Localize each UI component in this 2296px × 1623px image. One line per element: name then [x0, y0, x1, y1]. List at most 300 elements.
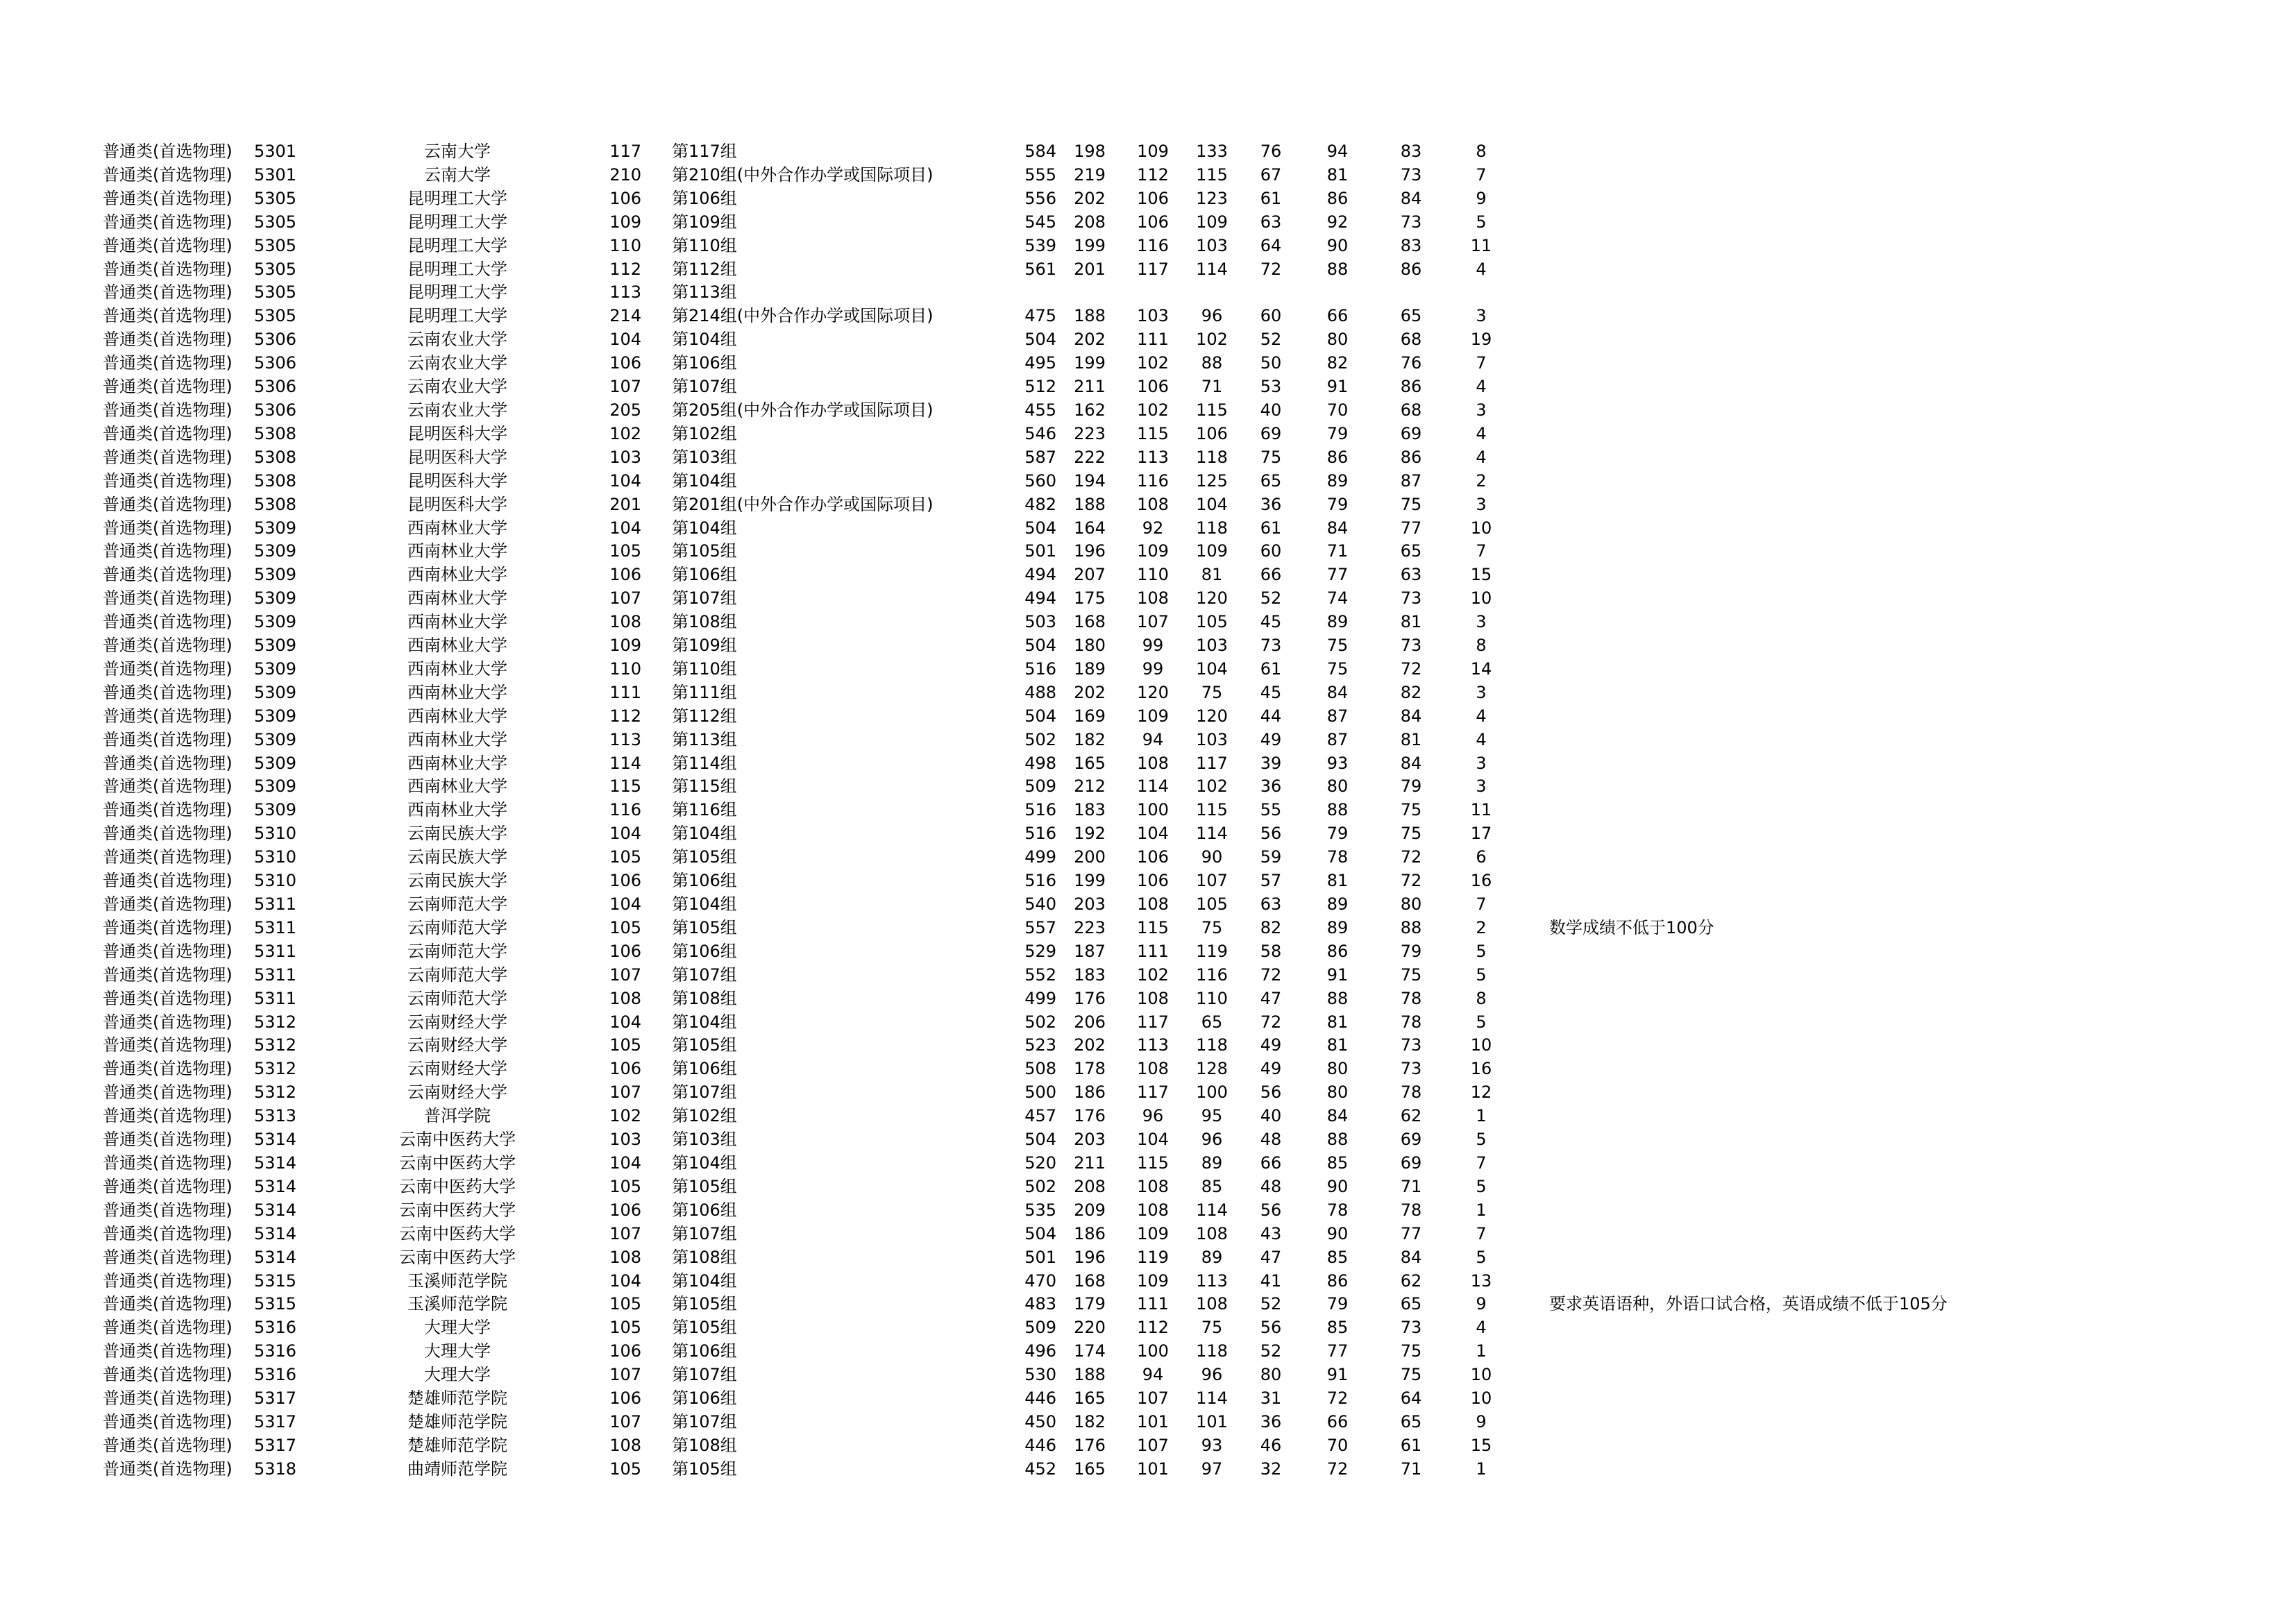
score-6-cell: 82: [1326, 353, 1349, 373]
score-4-cell: 114: [1196, 1388, 1228, 1409]
remark-cell: [1514, 235, 1980, 258]
score-3-cell: 114: [1137, 776, 1169, 797]
score-4-cell: 89: [1201, 1247, 1223, 1267]
group-name-cell: 第104组: [672, 1271, 737, 1291]
table-row: [103, 917, 1980, 940]
school-code-cell: 5317: [254, 1411, 297, 1431]
score-6-cell: 81: [1326, 1012, 1349, 1032]
score-7-cell: 81: [1400, 612, 1422, 632]
score-2-cell: 203: [1074, 894, 1106, 914]
score-3-cell: 116: [1137, 235, 1169, 255]
rank-count-cell: 10: [1470, 1365, 1492, 1385]
remark-cell: [1514, 1175, 1980, 1199]
score-3-cell: 115: [1137, 423, 1169, 443]
score-5-cell: 69: [1260, 423, 1282, 443]
table-row: [103, 375, 1980, 399]
score-4-cell: 103: [1196, 636, 1228, 656]
score-6-cell: 86: [1326, 941, 1349, 961]
score-3-cell: 101: [1137, 1411, 1169, 1431]
score-4-cell: 110: [1196, 988, 1228, 1008]
score-2-cell: 202: [1074, 1035, 1106, 1055]
total-score-cell: 529: [1024, 941, 1056, 961]
school-code-cell: 5310: [254, 824, 297, 844]
group-code-cell: 103: [609, 1130, 641, 1150]
group-code-cell: 105: [609, 1459, 641, 1479]
school-name-cell: 玉溪师范学院: [407, 1271, 507, 1291]
score-3-cell: 109: [1137, 706, 1169, 726]
score-6-cell: 75: [1326, 658, 1349, 679]
score-7-cell: 69: [1400, 423, 1422, 443]
score-5-cell: 40: [1260, 400, 1282, 420]
score-2-cell: 176: [1074, 988, 1106, 1008]
score-2-cell: 208: [1074, 1176, 1106, 1196]
rank-count-cell: 13: [1470, 1271, 1492, 1291]
group-code-cell: 106: [609, 1200, 641, 1220]
group-name-cell: 第105组: [672, 1459, 737, 1479]
score-6-cell: 74: [1326, 588, 1349, 609]
school-code-cell: 5316: [254, 1318, 297, 1338]
group-name-cell: 第210组(中外合作办学或国际项目): [672, 164, 934, 185]
group-code-cell: 105: [609, 1318, 641, 1338]
score-7-cell: 73: [1400, 636, 1422, 656]
group-name-cell: 第103组: [672, 1130, 737, 1150]
category-cell: 普通类(首选物理): [103, 753, 233, 773]
school-code-cell: 5309: [254, 612, 297, 632]
score-2-cell: 175: [1074, 588, 1106, 609]
total-score-cell: 555: [1024, 164, 1056, 185]
score-2-cell: 208: [1074, 212, 1106, 232]
score-3-cell: 101: [1137, 1459, 1169, 1479]
score-6-cell: 85: [1326, 1318, 1349, 1338]
total-score-cell: 557: [1024, 917, 1056, 937]
rank-count-cell: 5: [1476, 965, 1487, 985]
school-code-cell: 5308: [254, 470, 297, 491]
table-row: [103, 846, 1980, 869]
group-code-cell: 108: [609, 988, 641, 1008]
score-5-cell: 52: [1260, 1341, 1282, 1361]
group-name-cell: 第109组: [672, 636, 737, 656]
rank-count-cell: 1: [1476, 1106, 1487, 1126]
score-5-cell: 76: [1260, 142, 1282, 161]
group-name-cell: 第110组: [672, 658, 737, 679]
category-cell: 普通类(首选物理): [103, 1106, 233, 1126]
table-row: [103, 964, 1980, 987]
score-6-cell: 72: [1326, 1459, 1349, 1479]
group-code-cell: 113: [609, 729, 641, 749]
rank-count-cell: 7: [1476, 164, 1487, 185]
score-5-cell: 31: [1260, 1388, 1282, 1409]
table-row: [103, 634, 1980, 658]
rank-count-cell: 2: [1476, 470, 1487, 491]
school-name-cell: 云南财经大学: [407, 1012, 507, 1032]
score-7-cell: 78: [1400, 1012, 1422, 1032]
rank-count-cell: 5: [1476, 1130, 1487, 1150]
total-score-cell: 482: [1024, 494, 1056, 514]
table-row: [103, 493, 1980, 517]
school-code-cell: 5305: [254, 259, 297, 279]
group-code-cell: 107: [609, 1082, 641, 1103]
category-cell: 普通类(首选物理): [103, 1318, 233, 1338]
school-name-cell: 西南林业大学: [407, 565, 507, 585]
score-2-cell: 194: [1074, 470, 1106, 491]
score-3-cell: 102: [1137, 400, 1169, 420]
score-7-cell: 64: [1400, 1388, 1422, 1409]
school-code-cell: 5309: [254, 588, 297, 609]
group-name-cell: 第106组: [672, 353, 737, 373]
remark-cell: [1514, 634, 1980, 658]
score-3-cell: 111: [1137, 1294, 1169, 1314]
score-7-cell: 79: [1400, 776, 1422, 797]
remark-cell: [1514, 611, 1980, 634]
score-5-cell: 52: [1260, 588, 1282, 609]
score-3-cell: 116: [1137, 470, 1169, 491]
remark-cell: [1514, 1057, 1980, 1081]
score-4-cell: 128: [1196, 1059, 1228, 1079]
score-5-cell: 66: [1260, 1153, 1282, 1173]
score-5-cell: 63: [1260, 212, 1282, 232]
rank-count-cell: 12: [1470, 1082, 1492, 1103]
rank-count-cell: 16: [1470, 871, 1492, 891]
school-name-cell: 昆明医科大学: [407, 470, 507, 491]
school-name-cell: 西南林业大学: [407, 636, 507, 656]
remark-cell: [1514, 893, 1980, 917]
remark-cell: [1514, 964, 1980, 987]
group-code-cell: 102: [609, 423, 641, 443]
total-score-cell: [987, 281, 1056, 305]
score-4-cell: 100: [1196, 1082, 1228, 1103]
school-code-cell: 5306: [254, 330, 297, 350]
school-name-cell: 云南大学: [424, 142, 491, 161]
school-name-cell: 昆明理工大学: [407, 306, 507, 326]
score-7-cell: 73: [1400, 588, 1422, 609]
score-4-cell: 109: [1196, 212, 1228, 232]
rank-count-cell: 4: [1476, 423, 1487, 443]
category-cell: 普通类(首选物理): [103, 1271, 233, 1291]
score-5-cell: 53: [1260, 377, 1282, 397]
score-4-cell: 108: [1196, 1223, 1228, 1243]
school-code-cell: 5309: [254, 565, 297, 585]
rank-count-cell: 2: [1476, 917, 1487, 937]
table-row: [103, 399, 1980, 423]
school-code-cell: 5309: [254, 776, 297, 797]
total-score-cell: 488: [1024, 682, 1056, 702]
score-3-cell: 103: [1137, 306, 1169, 326]
score-4-cell: 120: [1196, 588, 1228, 609]
score-5-cell: 56: [1260, 824, 1282, 844]
score-7-cell: 72: [1400, 847, 1422, 867]
group-code-cell: 113: [609, 282, 641, 303]
group-name-cell: 第104组: [672, 330, 737, 350]
total-score-cell: 483: [1024, 1294, 1056, 1314]
score-4-cell: 102: [1196, 776, 1228, 797]
score-4-cell: 115: [1196, 800, 1228, 820]
score-6-cell: 84: [1326, 518, 1349, 538]
score-5-cell: 75: [1260, 447, 1282, 467]
score-2-cell: 207: [1074, 565, 1106, 585]
score-7-cell: 72: [1400, 871, 1422, 891]
score-7-cell: 75: [1400, 800, 1422, 820]
group-name-cell: 第105组: [672, 1035, 737, 1055]
group-name-cell: 第107组: [672, 965, 737, 985]
score-5-cell: 61: [1260, 518, 1282, 538]
score-6-cell: 77: [1326, 1341, 1349, 1361]
category-cell: 普通类(首选物理): [103, 259, 233, 279]
score-3-cell: 112: [1137, 164, 1169, 185]
score-2-cell: 164: [1074, 518, 1106, 538]
score-2-cell: 223: [1074, 423, 1106, 443]
category-cell: 普通类(首选物理): [103, 400, 233, 420]
score-2-cell: 219: [1074, 164, 1106, 185]
school-code-cell: 5311: [254, 917, 297, 937]
score-4-cell: 115: [1196, 164, 1228, 185]
rank-count-cell: 4: [1476, 706, 1487, 726]
school-name-cell: 云南师范大学: [407, 988, 507, 1008]
total-score-cell: 530: [1024, 1365, 1056, 1385]
score-2-cell: [1056, 281, 1123, 305]
group-code-cell: 117: [609, 142, 641, 161]
category-cell: 普通类(首选物理): [103, 353, 233, 373]
group-code-cell: 105: [609, 1294, 641, 1314]
school-name-cell: 西南林业大学: [407, 518, 507, 538]
category-cell: 普通类(首选物理): [103, 588, 233, 609]
score-6-cell: 84: [1326, 682, 1349, 702]
score-3-cell: 117: [1137, 1082, 1169, 1103]
score-2-cell: 192: [1074, 824, 1106, 844]
remark-cell: 数学成绩不低于100分: [1549, 917, 1714, 937]
group-code-cell: 214: [609, 306, 641, 326]
school-name-cell: 云南财经大学: [407, 1059, 507, 1079]
rank-count-cell: 11: [1470, 800, 1492, 820]
score-2-cell: 199: [1074, 235, 1106, 255]
rank-count-cell: 9: [1476, 188, 1487, 208]
table-row: [103, 187, 1980, 211]
score-7-cell: 84: [1400, 706, 1422, 726]
table-body: [103, 140, 1980, 1481]
group-code-cell: 104: [609, 1153, 641, 1173]
remark-cell: [1514, 729, 1980, 752]
table-row: [103, 328, 1980, 352]
total-score-cell: 500: [1024, 1082, 1056, 1103]
total-score-cell: 504: [1024, 706, 1056, 726]
score-4-cell: 81: [1201, 565, 1223, 585]
score-7-cell: 83: [1400, 142, 1422, 161]
score-6-cell: 70: [1326, 400, 1349, 420]
score-7-cell: 87: [1400, 470, 1422, 491]
score-2-cell: 165: [1074, 753, 1106, 773]
table-row: [103, 799, 1980, 822]
score-6-cell: 91: [1326, 965, 1349, 985]
group-code-cell: 107: [609, 1411, 641, 1431]
score-2-cell: 188: [1074, 306, 1106, 326]
group-name-cell: 第106组: [672, 1200, 737, 1220]
school-code-cell: 5301: [254, 164, 297, 185]
score-4-cell: 104: [1196, 658, 1228, 679]
score-3-cell: 115: [1137, 917, 1169, 937]
score-4-cell: 114: [1196, 259, 1228, 279]
score-2-cell: 169: [1074, 706, 1106, 726]
table-row: [103, 211, 1980, 235]
school-name-cell: 曲靖师范学院: [407, 1459, 507, 1479]
group-code-cell: 105: [609, 917, 641, 937]
score-2-cell: 198: [1074, 142, 1106, 161]
remark-cell: [1514, 517, 1980, 541]
group-code-cell: 116: [609, 800, 641, 820]
category-cell: 普通类(首选物理): [103, 188, 233, 208]
total-score-cell: 504: [1024, 1223, 1056, 1243]
group-code-cell: 109: [609, 636, 641, 656]
score-7-cell: 73: [1400, 164, 1422, 185]
score-3-cell: 92: [1142, 518, 1164, 538]
group-code-cell: 105: [609, 847, 641, 867]
score-6-cell: 91: [1326, 377, 1349, 397]
category-cell: 普通类(首选物理): [103, 212, 233, 232]
score-2-cell: 186: [1074, 1223, 1106, 1243]
total-score-cell: 523: [1024, 1035, 1056, 1055]
group-code-cell: 105: [609, 1035, 641, 1055]
table-row: [103, 587, 1980, 611]
group-code-cell: 104: [609, 824, 641, 844]
table-row: [103, 1316, 1980, 1340]
table-row: [103, 1223, 1980, 1246]
score-3-cell: 109: [1137, 1223, 1169, 1243]
score-7-cell: 84: [1400, 1247, 1422, 1267]
score-4-cell: 71: [1201, 377, 1223, 397]
score-5-cell: 65: [1260, 470, 1282, 491]
score-4-cell: 105: [1196, 612, 1228, 632]
category-cell: 普通类(首选物理): [103, 565, 233, 585]
school-name-cell: 云南民族大学: [407, 824, 507, 844]
rank-count-cell: 8: [1476, 988, 1487, 1008]
school-code-cell: 5309: [254, 706, 297, 726]
category-cell: 普通类(首选物理): [103, 447, 233, 467]
total-score-cell: 455: [1024, 400, 1056, 420]
score-6-cell: 81: [1326, 871, 1349, 891]
category-cell: 普通类(首选物理): [103, 917, 233, 937]
remark-cell: [1514, 705, 1980, 729]
score-5-cell: 80: [1260, 1365, 1282, 1385]
score-6-cell: 92: [1326, 212, 1349, 232]
score-6-cell: 87: [1326, 706, 1349, 726]
remark-cell: [1514, 1199, 1980, 1223]
group-name-cell: 第214组(中外合作办学或国际项目): [672, 306, 934, 326]
score-5-cell: 52: [1260, 1294, 1282, 1314]
total-score-cell: 502: [1024, 1012, 1056, 1032]
total-score-cell: 584: [1024, 142, 1056, 161]
school-code-cell: 5313: [254, 1106, 297, 1126]
score-6-cell: 72: [1326, 1388, 1349, 1409]
score-2-cell: 203: [1074, 1130, 1106, 1150]
rank-count-cell: 5: [1476, 1247, 1487, 1267]
score-2-cell: 222: [1074, 447, 1106, 467]
remark-cell: [1514, 1316, 1980, 1340]
score-5-cell: 44: [1260, 706, 1282, 726]
rank-count-cell: 1: [1476, 1341, 1487, 1361]
remark-cell: [1514, 1340, 1980, 1363]
score-7-cell: [1374, 281, 1448, 305]
score-5-cell: 56: [1260, 1082, 1282, 1103]
total-score-cell: 503: [1024, 612, 1056, 632]
school-code-cell: 5308: [254, 447, 297, 467]
score-2-cell: 176: [1074, 1435, 1106, 1455]
remark-cell: [1514, 1270, 1980, 1293]
group-code-cell: 106: [609, 188, 641, 208]
table-row: [103, 1363, 1980, 1387]
school-name-cell: 云南中医药大学: [399, 1130, 516, 1150]
score-2-cell: 182: [1074, 729, 1106, 749]
score-3-cell: 106: [1137, 188, 1169, 208]
score-5-cell: 36: [1260, 776, 1282, 797]
school-name-cell: 昆明理工大学: [407, 212, 507, 232]
table-row: [103, 1081, 1980, 1105]
score-3-cell: 96: [1142, 1106, 1164, 1126]
category-cell: 普通类(首选物理): [103, 1294, 233, 1314]
score-5-cell: 72: [1260, 259, 1282, 279]
score-3-cell: 107: [1137, 612, 1169, 632]
total-score-cell: 502: [1024, 729, 1056, 749]
school-code-cell: 5309: [254, 753, 297, 773]
score-2-cell: 178: [1074, 1059, 1106, 1079]
table-row: [103, 470, 1980, 493]
score-4-cell: 118: [1196, 447, 1228, 467]
score-6-cell: 85: [1326, 1247, 1349, 1267]
score-5-cell: 58: [1260, 941, 1282, 961]
group-name-cell: 第108组: [672, 1247, 737, 1267]
category-cell: 普通类(首选物理): [103, 658, 233, 679]
school-code-cell: 5315: [254, 1271, 297, 1291]
total-score-cell: 450: [1024, 1411, 1056, 1431]
remark-cell: [1514, 1363, 1980, 1387]
table-row: [103, 729, 1980, 752]
group-name-cell: 第102组: [672, 1106, 737, 1126]
group-name-cell: 第105组: [672, 1176, 737, 1196]
score-7-cell: 62: [1400, 1271, 1422, 1291]
category-cell: 普通类(首选物理): [103, 1012, 233, 1032]
score-4-cell: 75: [1201, 1318, 1223, 1338]
school-name-cell: 云南财经大学: [407, 1035, 507, 1055]
score-2-cell: 182: [1074, 1411, 1106, 1431]
rank-count-cell: 3: [1476, 776, 1487, 797]
score-5-cell: 73: [1260, 636, 1282, 656]
score-2-cell: 202: [1074, 330, 1106, 350]
score-4-cell: 117: [1196, 753, 1228, 773]
group-code-cell: 108: [609, 612, 641, 632]
school-name-cell: 大理大学: [424, 1318, 491, 1338]
total-score-cell: 499: [1024, 988, 1056, 1008]
score-7-cell: 75: [1400, 494, 1422, 514]
group-name-cell: 第110组: [672, 235, 737, 255]
score-3-cell: 102: [1137, 965, 1169, 985]
total-score-cell: 512: [1024, 377, 1056, 397]
score-6-cell: 86: [1326, 188, 1349, 208]
school-name-cell: 玉溪师范学院: [407, 1294, 507, 1314]
total-score-cell: 556: [1024, 188, 1056, 208]
score-7-cell: 68: [1400, 400, 1422, 420]
table-row: [103, 258, 1980, 282]
total-score-cell: 540: [1024, 894, 1056, 914]
school-code-cell: 5311: [254, 894, 297, 914]
score-4-cell: 96: [1201, 306, 1223, 326]
total-score-cell: 495: [1024, 353, 1056, 373]
score-2-cell: 223: [1074, 917, 1106, 937]
score-5-cell: 45: [1260, 612, 1282, 632]
remark-cell: [1514, 399, 1980, 423]
score-6-cell: 70: [1326, 1435, 1349, 1455]
category-cell: 普通类(首选物理): [103, 330, 233, 350]
score-4-cell: 114: [1196, 1200, 1228, 1220]
school-code-cell: 5305: [254, 235, 297, 255]
score-7-cell: 78: [1400, 1082, 1422, 1103]
score-6-cell: 79: [1326, 423, 1349, 443]
